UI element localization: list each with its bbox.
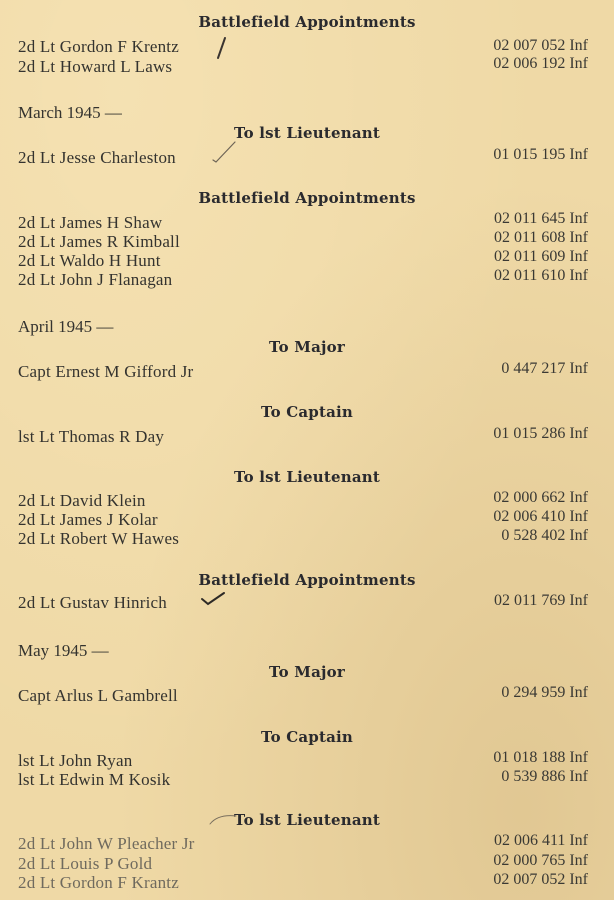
serial-number: 0 447 217 Inf	[501, 360, 588, 377]
section-heading: To Captain	[260, 403, 354, 421]
pencil-check-icon	[210, 140, 238, 166]
serial-number: 02 007 052 Inf	[493, 871, 588, 888]
officer-name: Capt Arlus L Gambrell	[18, 686, 178, 705]
officer-name: 2d Lt Gordon F Krantz	[18, 873, 179, 892]
officer-name: 2d Lt Robert W Hawes	[18, 529, 180, 548]
officer-name: 2d Lt James J Kolar	[18, 510, 158, 529]
section-heading: To lst Lieutenant	[234, 811, 380, 829]
officer-name: 2d Lt John J Flanagan	[18, 270, 173, 289]
serial-number: 01 015 195 Inf	[493, 146, 588, 163]
officer-name: 2d Lt Howard L Laws	[18, 57, 173, 76]
serial-number: 0 539 886 Inf	[501, 768, 588, 785]
section-heading: Battlefield Appointments	[198, 13, 416, 31]
officer-name: lst Lt Edwin M Kosik	[18, 770, 171, 789]
serial-number: 02 006 411 Inf	[493, 832, 588, 849]
officer-name: 2d Lt Waldo H Hunt	[18, 251, 161, 270]
officer-name: 2d Lt David Klein	[18, 491, 146, 510]
serial-number: 02 011 645 Inf	[493, 210, 588, 227]
serial-number: 0 528 402 Inf	[501, 527, 588, 544]
section-heading: To Captain	[260, 728, 354, 746]
section-heading: To lst Lieutenant	[234, 468, 380, 486]
serial-number: 02 007 052 Inf	[493, 37, 588, 54]
serial-number: 02 006 410 Inf	[493, 508, 588, 525]
serial-number: 01 015 286 Inf	[493, 425, 588, 442]
officer-name: 2d Lt James R Kimball	[18, 232, 180, 251]
officer-name: 2d Lt Gordon F Krentz	[18, 37, 179, 56]
month-label: April 1945 —	[18, 317, 114, 336]
pencil-check-icon	[214, 36, 230, 60]
month-label: May 1945 —	[18, 641, 109, 660]
section-heading: To Major	[269, 663, 345, 681]
officer-name: lst Lt Thomas R Day	[18, 427, 165, 446]
section-heading: Battlefield Appointments	[198, 189, 416, 207]
officer-name: Capt Ernest M Gifford Jr	[18, 362, 194, 381]
serial-number: 02 011 609 Inf	[493, 248, 588, 265]
serial-number: 02 000 662 Inf	[493, 489, 588, 506]
officer-name: 2d Lt Gustav Hinrich	[18, 593, 167, 612]
officer-name: 2d Lt James H Shaw	[18, 213, 163, 232]
serial-number: 01 018 188 Inf	[493, 749, 588, 766]
section-heading: Battlefield Appointments	[198, 571, 416, 589]
officer-name: 2d Lt Louis P Gold	[18, 854, 153, 873]
officer-name: 2d Lt John W Pleacher Jr	[18, 834, 195, 853]
serial-number: 02 000 765 Inf	[493, 852, 588, 869]
section-heading: To Major	[269, 338, 345, 356]
serial-number: 02 011 608 Inf	[493, 229, 588, 246]
serial-number: 02 011 610 Inf	[493, 267, 588, 284]
serial-number: 02 011 769 Inf	[493, 592, 588, 609]
officer-name: lst Lt John Ryan	[18, 751, 133, 770]
pencil-check-icon	[200, 590, 226, 608]
serial-number: 0 294 959 Inf	[501, 684, 588, 701]
section-heading: To lst Lieutenant	[234, 124, 380, 142]
officer-name: 2d Lt Jesse Charleston	[18, 148, 176, 167]
month-label: March 1945 —	[18, 103, 122, 122]
serial-number: 02 006 192 Inf	[493, 55, 588, 72]
